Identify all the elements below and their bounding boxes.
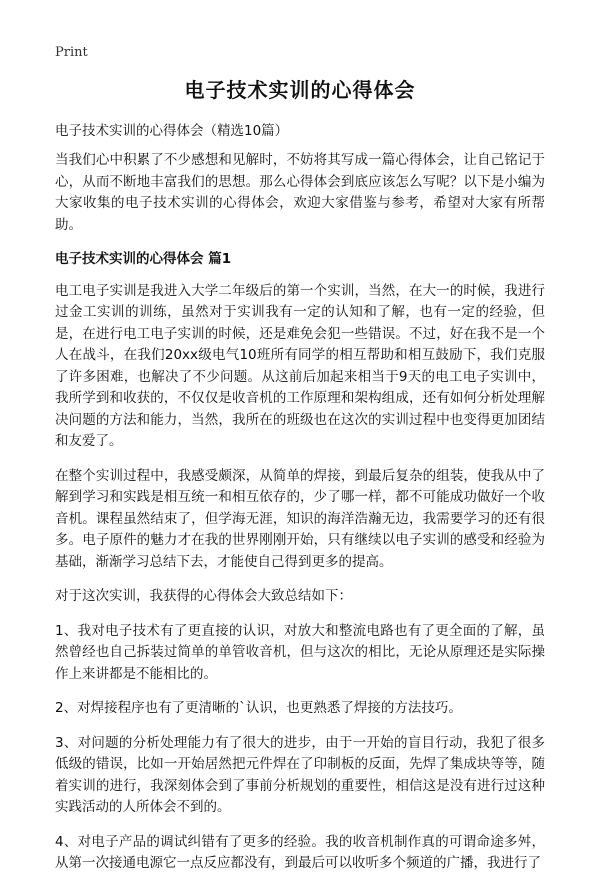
- list-item: 4、对电子产品的调试纠错有了更多的经验。我的收音机制作真的可谓命途多舛，从第一次接通电源它一点反应都没有，到最后可以收听多个频道的广播，我进行了: [55, 833, 545, 871]
- body-paragraph: 在整个实训过程中，我感受颇深，从简单的焊接，到最后复杂的组装，使我从中了解到学习和实践是相互统一和相互依存的，少了哪一样，都不可能成功做好一个收音机。课程虽然结束了，但学海无涯，知识的海洋浩瀚无边，我需要学习的还有很多。电子原件的魅力才在我的世界刚刚开始，只有继续以电子实训的感受和经验为基础，渐渐学习总结下去，才能使自己得到更多的提高。: [55, 467, 545, 570]
- body-paragraph: 对于这次实训，我获得的心得体会大致总结如下：: [55, 588, 352, 604]
- body-paragraph: 电工电子实训是我进入大学二年级后的第一个实训，当然，在大一的时候，我进行过金工实训的训练，虽然对于实训我有一定的认知和了解，也有一定的经验，但是，在进行电工电子实训的时候，还是难免会犯一些错误。不过，好在我不是一个人在战斗，在我们20xx级电气10班所有同学的相互帮助和相互鼓励下，我们克服了许多困难，也解决了不少问题。从这前后加起来相当于9天的电工电子实训中，我所学到和收获的，不仅仅是收音机的工作原理和架构组成，还有如何分析处理解决问题的方法和能力，当然，我所在的班级也在这次的实训过程中也变得更加团结和友爱了。: [55, 282, 545, 449]
- document-subtitle: 电子技术实训的心得体会（精选10篇）: [55, 123, 289, 139]
- document-body: [55, 150, 545, 888]
- print-label: Print: [55, 45, 88, 60]
- intro-paragraph: 当我们心中积累了不少感想和见解时，不妨将其写成一篇心得体会，让自己铭记于心，从而不断地丰富我们的思想。那么心得体会到底应该怎么写呢？以下是小编为大家收集的电子技术实训的心得体会，欢迎大家借鉴与参考，希望对大家有所帮助。: [55, 152, 545, 233]
- list-item: 3、对问题的分析处理能力有了很大的进步，由于一开始的盲目行动，我犯了很多低级的错误，比如一开始居然把元件焊在了印制板的反面，先焊了集成块等等，随着实训的进行，我深刻体会到了事前分析规划的重要性，相信这是没有进行过这种实践活动的人所体会不到的。: [55, 734, 545, 815]
- page-title: 电子技术实训的心得体会: [184, 78, 416, 102]
- list-item: 1、我对电子技术有了更直接的认识，对放大和整流电路也有了更全面的了解，虽然曾经也自己拆装过简单的单管收音机，但与这次的相比，无论从原理还是实际操作上来讲都是不能相比的。: [55, 622, 545, 682]
- section-heading: 电子技术实训的心得体会 篇1: [55, 251, 232, 267]
- list-item: 2、对焊接程序也有了更清晰的`认识，也更熟悉了焊接的方法技巧。: [55, 700, 462, 716]
